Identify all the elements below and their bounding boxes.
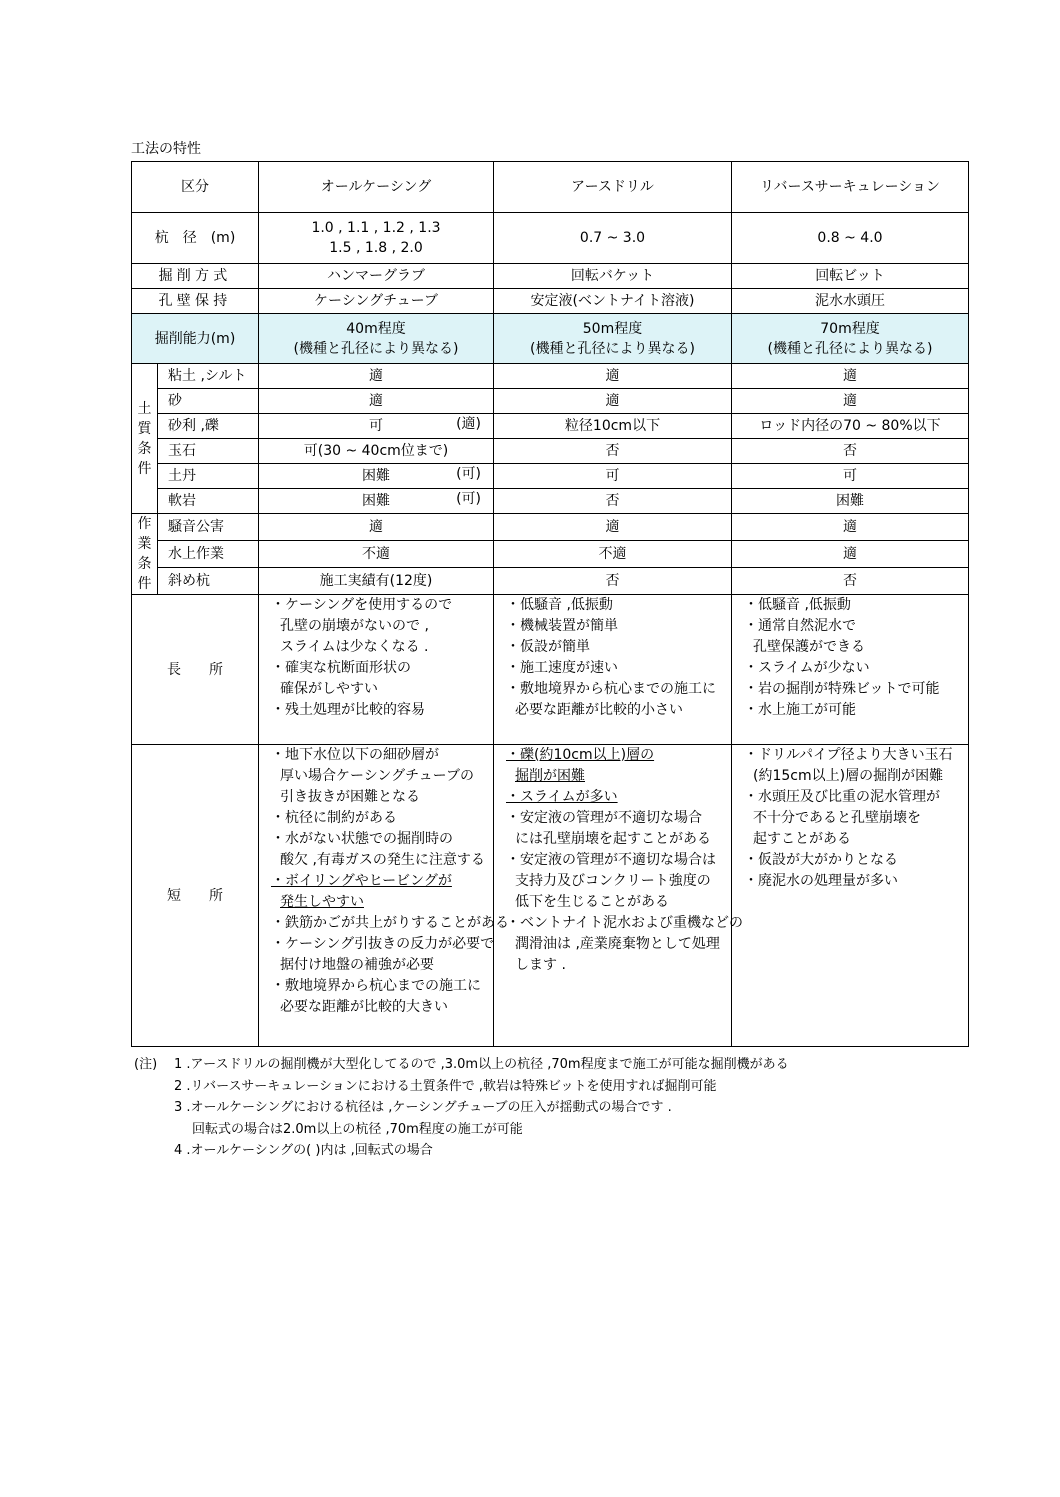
page-title: 工法の特性 — [131, 141, 201, 157]
list-item: ・ベントナイト泥水および重機などの — [506, 915, 744, 931]
label-demerits: 短 所 — [132, 745, 259, 1047]
list-item: 起すことがある — [753, 831, 851, 847]
row-diameter — [132, 213, 969, 264]
cell-diameter-all-casing — [259, 213, 494, 264]
list-item: 孔壁保護ができる — [753, 639, 865, 655]
list-item: ・廃泥水の処理量が多い — [744, 873, 898, 889]
capacity-value: 70m程度 — [820, 320, 880, 337]
row-soil-clay — [132, 364, 969, 389]
capacity-note: (機種と孔径により異なる) — [530, 340, 695, 357]
work-name: 斜め杭 — [158, 568, 259, 595]
work-condition-group-label: 作 業 条 件 — [132, 514, 158, 595]
work-value: 適 — [732, 514, 969, 541]
row-capacity — [132, 314, 969, 364]
soil-value: 困難 — [732, 489, 969, 514]
list-item: ・敷地境界から杭心までの施工に — [506, 681, 716, 697]
soil-value: 否 — [732, 439, 969, 464]
capacity-note: (機種と孔径により異なる) — [293, 340, 459, 357]
soil-value: 適 — [732, 389, 969, 414]
list-item: ・仮設が簡単 — [506, 639, 590, 655]
capacity-note: (機種と孔径により異なる) — [767, 340, 933, 357]
soil-name: 砂 — [158, 389, 259, 414]
list-item: ・残土処理が比較的容易 — [271, 702, 425, 718]
list-item: ・水頭圧及び比重の泥水管理が — [744, 789, 940, 805]
soil-value: 適 — [494, 364, 732, 389]
merits-reverse — [732, 595, 969, 745]
merits-all-casing — [259, 595, 494, 745]
work-name: 水上作業 — [158, 541, 259, 568]
soil-condition-group-label: 土 質 条 件 — [132, 364, 158, 514]
label-capacity: 掘削能力(m) — [132, 314, 259, 364]
list-item: 確保がしやすい — [280, 681, 378, 697]
footnote-row: 3 .オールケーシングにおける杭径は ,ケーシングチューブの圧入が揺動式の場合です . — [174, 1100, 672, 1115]
cell-diameter-earth-drill: 0.7 ~ 3.0 — [494, 213, 732, 264]
footnote-text: 1 .アースドリルの掘削機が大型化してるので ,3.0m以上の杭径 ,70m程度まで施工が可能な掘削機がある — [174, 1057, 789, 1072]
soil-value: 可 (適) — [259, 414, 494, 439]
work-value: 否 — [494, 568, 732, 595]
list-item: ・岩の掘削が特殊ビットで可能 — [744, 681, 940, 697]
list-item: ・水がない状態での掘削時の — [271, 831, 453, 847]
row-excavation-method — [132, 264, 969, 289]
cell-capacity-all-casing — [259, 314, 494, 364]
list-item: します . — [515, 957, 566, 973]
diameter-line-2: 1.5 , 1.8 , 2.0 — [329, 240, 423, 256]
soil-value: 可(30 ~ 40cm位まで) — [259, 439, 494, 464]
soil-name: 粘土 ,シルト — [158, 364, 259, 389]
demerits-reverse — [732, 745, 969, 1047]
list-item: 必要な距離が比較的小さい — [515, 702, 683, 718]
list-item: には孔壁崩壊を起すことがある — [515, 831, 711, 847]
work-value: 不適 — [494, 541, 732, 568]
list-item: ・スライムが少ない — [744, 660, 870, 676]
list-item: (約15cm以上)層の掘削が困難 — [753, 768, 944, 784]
list-item: 厚い場合ケーシングチューブの — [280, 768, 474, 784]
list-item: 引き抜きが困難となる — [280, 789, 420, 805]
footnote-row: 回転式の場合は2.0m以上の杭径 ,70m程度の施工が可能 — [192, 1121, 523, 1137]
cell-wall-earth-drill: 安定液(ベントナイト溶液) — [494, 289, 732, 314]
soil-name: 土丹 — [158, 464, 259, 489]
cell-excavation-earth-drill: 回転バケット — [494, 264, 732, 289]
soil-value: 適 — [732, 364, 969, 389]
work-value: 否 — [732, 568, 969, 595]
list-item: ・仮設が大がかりとなる — [744, 852, 898, 868]
label-diameter: 杭 径 (m) — [132, 213, 259, 264]
diameter-line-1: 1.0 , 1.1 , 1.2 , 1.3 — [311, 220, 441, 236]
list-item: ・施工速度が速い — [506, 660, 618, 676]
soil-name: 砂利 ,礫 — [158, 414, 259, 439]
header-all-casing: オールケーシング — [259, 162, 494, 213]
soil-name: 玉石 — [158, 439, 259, 464]
list-item: ・低騒音 ,低振動 — [744, 597, 851, 613]
row-demerits — [132, 745, 969, 1047]
list-item: ・ケーシングを使用するので — [271, 597, 453, 613]
soil-name: 軟岩 — [158, 489, 259, 514]
footnote-label: (注) — [134, 1057, 158, 1072]
cell-wall-reverse: 泥水水頭圧 — [732, 289, 969, 314]
row-work-noise — [132, 514, 969, 541]
footnotes — [134, 1054, 789, 1162]
soil-value: 困難 (可) — [259, 464, 494, 489]
work-value: 適 — [732, 541, 969, 568]
list-item: ・機械装置が簡単 — [506, 618, 618, 634]
cell-excavation-all-casing: ハンマーグラブ — [259, 264, 494, 289]
soil-value: 適 — [259, 389, 494, 414]
list-item: ・水上施工が可能 — [744, 702, 856, 718]
list-item: 不十分であると孔壁崩壊を — [753, 810, 921, 826]
cell-wall-all-casing: ケーシングチューブ — [259, 289, 494, 314]
soil-value: 困難 (可) — [259, 489, 494, 514]
work-value: 適 — [259, 514, 494, 541]
merits-earth-drill — [494, 595, 732, 745]
cell-capacity-earth-drill — [494, 314, 732, 364]
list-item: 孔壁の崩壊がないので , — [280, 618, 429, 634]
list-item: ・ケーシング引抜きの反力が必要で — [271, 936, 495, 952]
row-work-water — [132, 541, 969, 568]
soil-value: 適 — [494, 389, 732, 414]
row-soil-soft-rock — [132, 489, 969, 514]
row-soil-gravel — [132, 414, 969, 439]
work-name: 騒音公害 — [158, 514, 259, 541]
list-item: ・鉄筋かごが共上がりすることがある — [271, 915, 509, 931]
footnote-row — [134, 1054, 789, 1076]
header-reverse-circulation: リバースサーキュレーション — [732, 162, 969, 213]
list-item: ・確実な杭断面形状の — [271, 660, 411, 676]
method-characteristics-table — [131, 161, 969, 1047]
soil-value: 粒径10cm以下 — [494, 414, 732, 439]
footnote-row: 2 .リバースサーキュレーションにおける土質条件で ,軟岩は特殊ビットを使用すれば掘削可能 — [174, 1078, 717, 1094]
row-wall-support — [132, 289, 969, 314]
work-value: 不適 — [259, 541, 494, 568]
list-item: 低下を生じることがある — [515, 894, 669, 910]
soil-value: ロッド内径の70 ~ 80%以下 — [732, 414, 969, 439]
header-row — [132, 162, 969, 213]
label-merits: 長 所 — [132, 595, 259, 745]
soil-value: 適 — [259, 364, 494, 389]
list-item: ・通常自然泥水で — [744, 618, 856, 634]
list-item: 支持力及びコンクリート強度の — [515, 873, 711, 889]
cell-diameter-reverse: 0.8 ~ 4.0 — [732, 213, 969, 264]
list-item: スライムは少なくなる . — [280, 639, 429, 655]
work-value: 施工実績有(12度) — [259, 568, 494, 595]
demerits-earth-drill — [494, 745, 744, 1047]
list-item: 掘削が困難 — [515, 768, 585, 784]
header-kubun: 区分 — [132, 162, 259, 213]
soil-value: 否 — [494, 489, 732, 514]
list-item: ・スライムが多い — [506, 789, 618, 805]
demerits-all-casing — [259, 745, 509, 1047]
list-item: ・地下水位以下の細砂層が — [271, 747, 439, 763]
list-item: ・敷地境界から杭心までの施工に — [271, 978, 481, 994]
list-item: 潤滑油は ,産業廃棄物として処理 — [515, 936, 720, 952]
list-item: ・杭径に制約がある — [271, 810, 397, 826]
soil-value: 可 — [494, 464, 732, 489]
list-item: ・礫(約10cm以上)層の — [506, 747, 655, 763]
list-item: 発生しやすい — [280, 894, 364, 910]
list-item: ・低騒音 ,低振動 — [506, 597, 613, 613]
cell-excavation-reverse: 回転ビット — [732, 264, 969, 289]
footnote-row: 4 .オールケーシングの( )内は ,回転式の場合 — [174, 1143, 433, 1158]
cell-capacity-reverse — [732, 314, 969, 364]
soil-value: 可 — [732, 464, 969, 489]
row-soil-sand — [132, 389, 969, 414]
list-item: ・ドリルパイプ径より大きい玉石 — [744, 747, 953, 763]
list-item: ・安定液の管理が不適切な場合 — [506, 810, 702, 826]
capacity-value: 40m程度 — [346, 320, 406, 337]
soil-value: 否 — [494, 439, 732, 464]
list-item: 酸欠 ,有毒ガスの発生に注意する — [280, 852, 485, 868]
list-item: ・安定液の管理が不適切な場合は — [506, 852, 716, 868]
list-item: 必要な距離が比較的大きい — [280, 999, 448, 1015]
row-soil-cobble — [132, 439, 969, 464]
row-soil-hardpan — [132, 464, 969, 489]
row-merits — [132, 595, 969, 745]
list-item: 据付け地盤の補強が必要 — [280, 957, 434, 973]
work-value: 適 — [494, 514, 732, 541]
list-item: ・ボイリングやヒービングが — [271, 873, 452, 889]
label-wall-support: 孔壁保持 — [132, 289, 259, 314]
capacity-value: 50m程度 — [582, 320, 643, 337]
label-excavation-method: 掘削方式 — [132, 264, 259, 289]
row-work-batter-pile — [132, 568, 969, 595]
header-earth-drill: アースドリル — [494, 162, 732, 213]
